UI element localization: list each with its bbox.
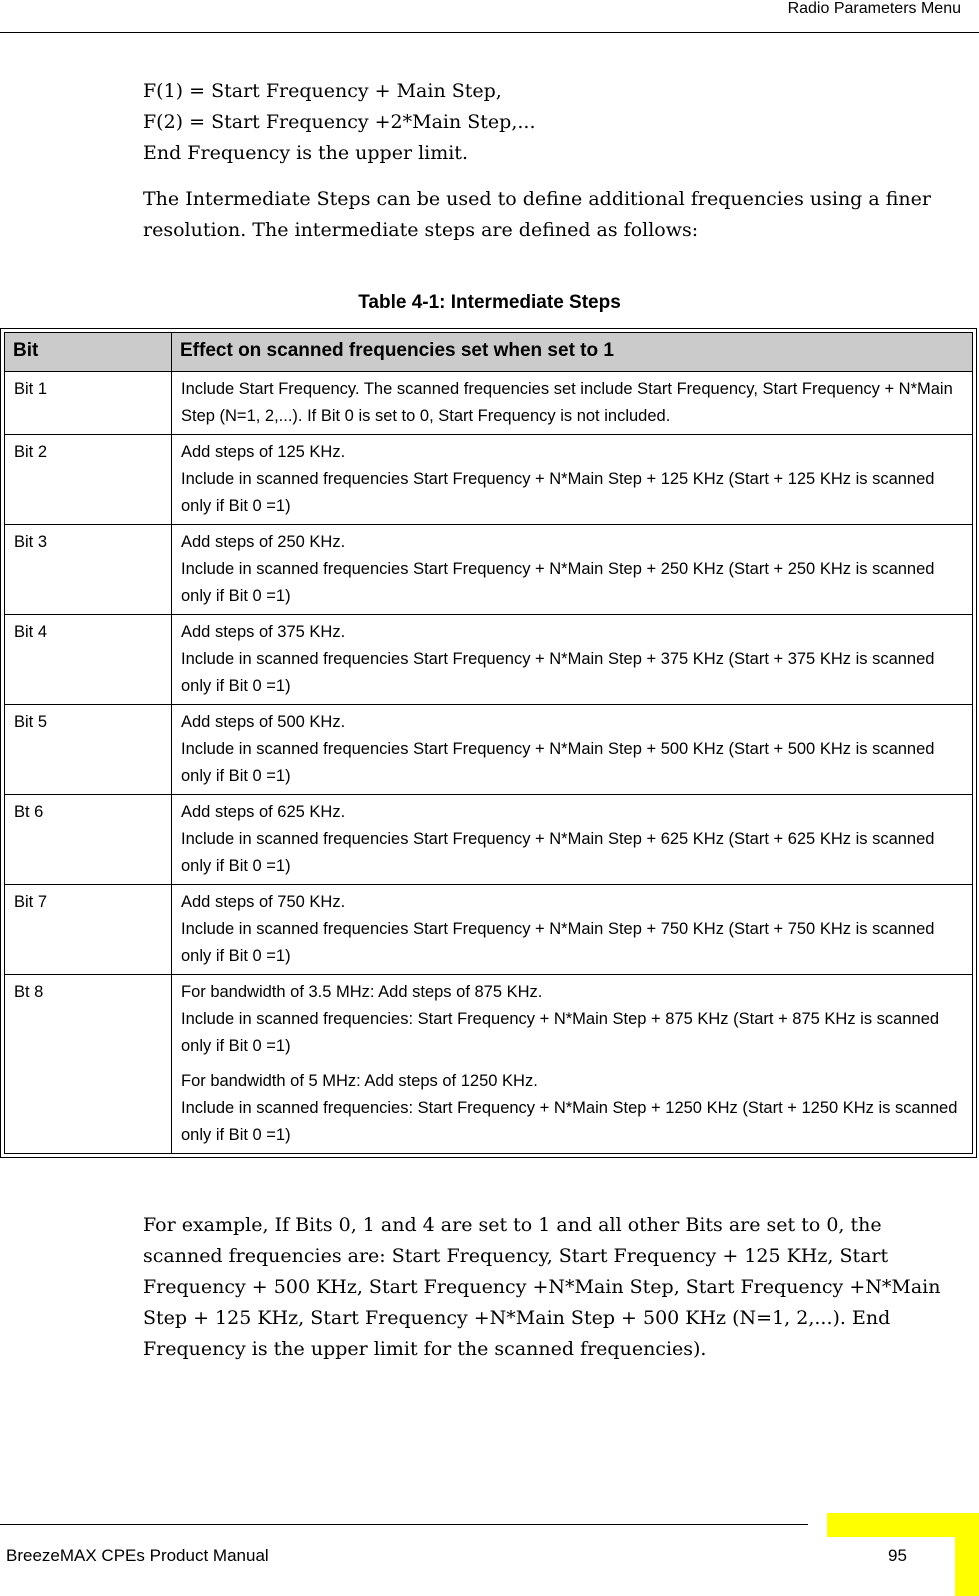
effect-cell <box>172 435 973 525</box>
formula-line: F(2) = Start Frequency +2*Main Step,... <box>143 111 536 133</box>
effect-cell <box>172 615 973 705</box>
table-row <box>5 525 973 615</box>
bit-cell: Bit 5 <box>5 705 172 795</box>
footer-corner-mark-vertical <box>955 1513 979 1596</box>
footer-rule <box>0 1524 808 1525</box>
effect-cell <box>172 525 973 615</box>
table-row <box>5 372 973 435</box>
bit-cell: Bit 3 <box>5 525 172 615</box>
effect-cell <box>172 885 973 975</box>
column-header-bit: Bit <box>5 333 172 372</box>
bit-cell: Bit 1 <box>5 372 172 435</box>
intermediate-steps-table <box>0 328 977 1158</box>
effect-cell <box>172 975 973 1154</box>
table-row <box>5 705 973 795</box>
table-row <box>5 885 973 975</box>
effect-line: For bandwidth of 3.5 MHz: Add steps of 875 KHz. <box>181 983 543 1001</box>
effect-line: Include Start Frequency. The scanned frequencies set include Start Frequency, Start Frequency + N*Main Step (N=1, 2,...). If Bit 0 is set to 0, Start Frequency is not included. <box>181 380 953 425</box>
table-row <box>5 435 973 525</box>
table-caption: Table 4-1: Intermediate Steps <box>358 292 621 313</box>
effect-line: Include in scanned frequencies Start Frequency + N*Main Step + 500 KHz (Start + 500 KHz is scanned only if Bit 0 =1) <box>181 740 935 785</box>
formula-line: F(1) = Start Frequency + Main Step, <box>143 80 502 102</box>
bit-cell: Bt 6 <box>5 795 172 885</box>
effect-line: Add steps of 125 KHz. <box>181 443 346 461</box>
bit-cell: Bit 7 <box>5 885 172 975</box>
effect-line: Include in scanned frequencies Start Frequency + N*Main Step + 250 KHz (Start + 250 KHz is scanned only if Bit 0 =1) <box>181 560 935 605</box>
page-number: 95 <box>888 1546 907 1565</box>
effect-cell <box>172 705 973 795</box>
table-header-row <box>5 333 973 372</box>
effect-line: Include in scanned frequencies: Start Frequency + N*Main Step + 875 KHz (Start + 875 KHz is scanned only if Bit 0 =1) <box>181 1010 940 1055</box>
effect-line: Include in scanned frequencies Start Frequency + N*Main Step + 375 KHz (Start + 375 KHz is scanned only if Bit 0 =1) <box>181 650 935 695</box>
effect-line: Add steps of 750 KHz. <box>181 893 346 911</box>
effect-line: Include in scanned frequencies Start Frequency + N*Main Step + 625 KHz (Start + 625 KHz is scanned only if Bit 0 =1) <box>181 830 935 875</box>
header-rule <box>0 32 979 33</box>
paragraph-gap <box>181 1060 960 1068</box>
table-row <box>5 975 973 1154</box>
effect-line: For bandwidth of 5 MHz: Add steps of 1250 KHz. <box>181 1072 538 1090</box>
effect-line: Add steps of 250 KHz. <box>181 533 346 551</box>
effect-line: Add steps of 500 KHz. <box>181 713 346 731</box>
effect-line: Add steps of 625 KHz. <box>181 803 346 821</box>
bit-cell: Bit 2 <box>5 435 172 525</box>
effect-cell <box>172 372 973 435</box>
effect-cell <box>172 795 973 885</box>
column-header-effect: Effect on scanned frequencies set when set to 1 <box>172 333 973 372</box>
example-paragraph: For example, If Bits 0, 1 and 4 are set to 1 and all other Bits are set to 0, the scanned frequencies are: Start Frequency, Start Frequency + 125 KHz, Start Frequency + 500 KHz, Start Frequency +N*Main Step, Start Frequency +N*Main Step + 125 KHz, Start Frequency +N*Main Step + 500 KHz (N=1, 2,...). End Frequency is the upper limit for the scanned frequencies). <box>143 1214 941 1360</box>
effect-line: Include in scanned frequencies Start Frequency + N*Main Step + 750 KHz (Start + 750 KHz is scanned only if Bit 0 =1) <box>181 920 935 965</box>
running-header-title: Radio Parameters Menu <box>787 0 961 17</box>
bit-cell: Bit 4 <box>5 615 172 705</box>
bit-cell: Bt 8 <box>5 975 172 1154</box>
effect-line: Include in scanned frequencies: Start Frequency + N*Main Step + 1250 KHz (Start + 1250 KHz is scanned only if Bit 0 =1) <box>181 1099 958 1144</box>
formula-block <box>143 76 973 169</box>
intro-paragraph: The Intermediate Steps can be used to define additional frequencies using a finer resolution. The intermediate steps are defined as follows: <box>143 188 931 241</box>
footer-manual-title: BreezeMAX CPEs Product Manual <box>6 1546 269 1565</box>
table-row <box>5 795 973 885</box>
effect-line: Include in scanned frequencies Start Frequency + N*Main Step + 125 KHz (Start + 125 KHz is scanned only if Bit 0 =1) <box>181 470 935 515</box>
table-row <box>5 615 973 705</box>
effect-line: Add steps of 375 KHz. <box>181 623 346 641</box>
formula-line: End Frequency is the upper limit. <box>143 142 468 164</box>
